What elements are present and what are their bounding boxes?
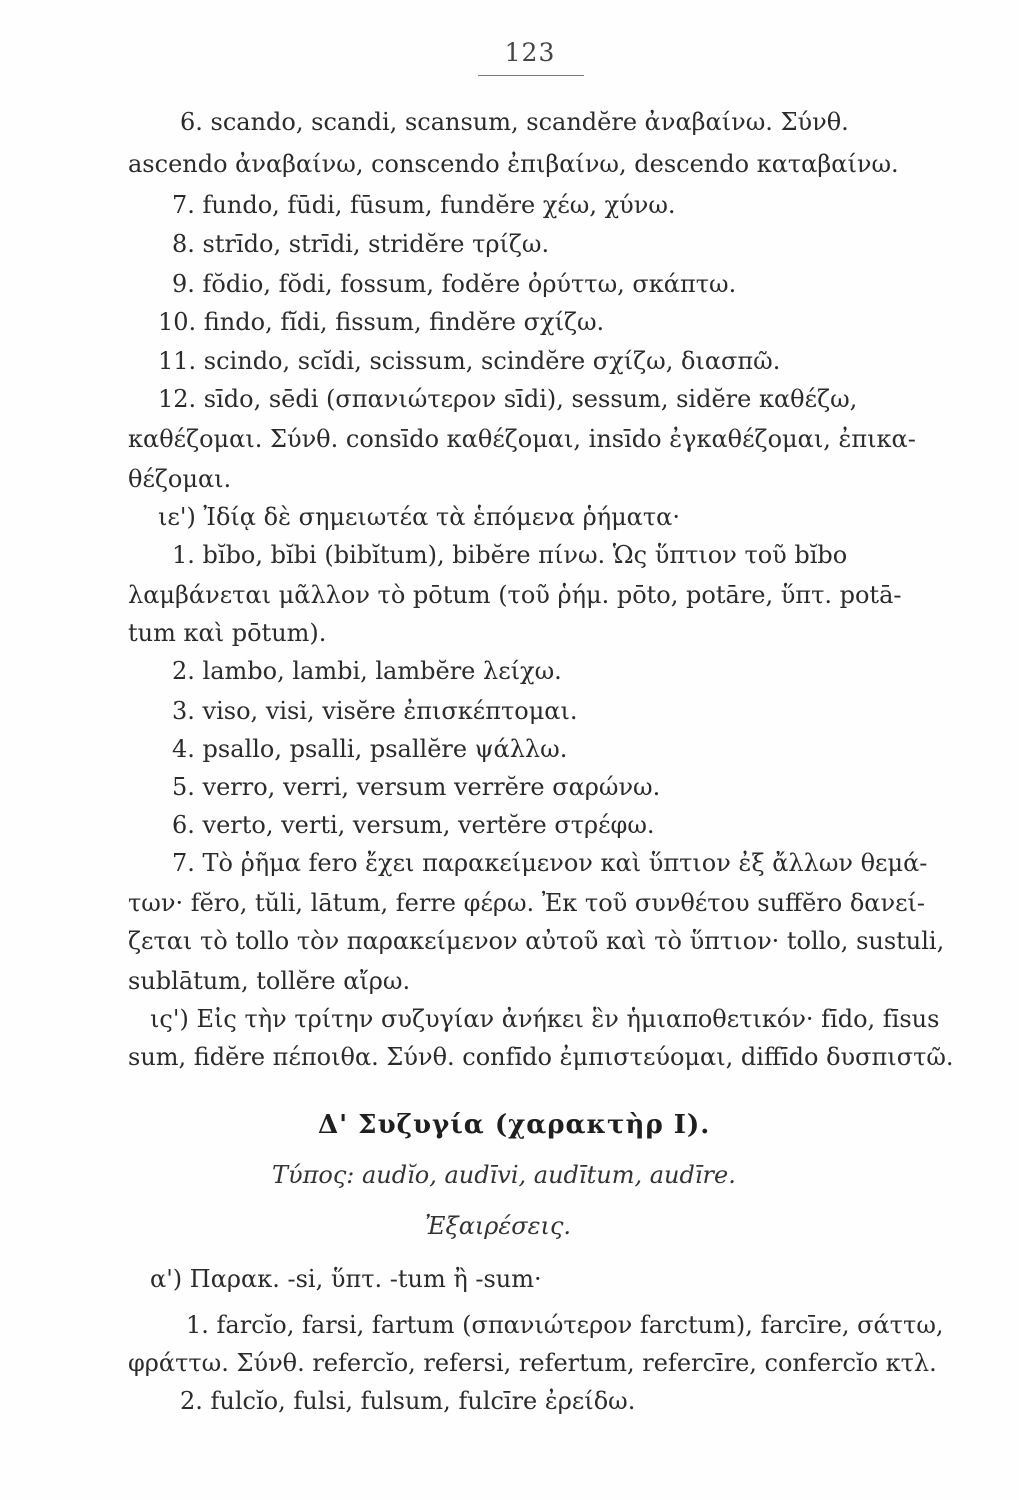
type-line: Τύπος: audĭo, audīvi, audītum, audīre. xyxy=(272,1161,736,1189)
text-line: 5. verro, verri, versum verrĕre σαρώνω. xyxy=(172,773,661,801)
text-line: των· fĕro, tŭli, lātum, ferre φέρω. Ἐκ τοῦ συνθέτου suffĕro δανεί- xyxy=(128,889,926,917)
text-line: φράττω. Σύνθ. refercĭo, refersi, refertum, refercīre, confercĭo κτλ. xyxy=(128,1349,937,1377)
page-number-rule xyxy=(478,75,584,76)
text-line: 12. sīdo, sēdi (σπανιώτερον sīdi), sessum, sidĕre καθέζω, xyxy=(158,385,858,413)
text-line: λαμβάνεται μᾶλλον τὸ pōtum (τοῦ ῥήμ. pōto, potāre, ὕπτ. potā- xyxy=(128,581,902,609)
text-line: 9. fŏdio, fŏdi, fossum, fodĕre ὀρύττω, σκάπτω. xyxy=(172,270,737,298)
text-line: 1. farcĭo, farsi, fartum (σπανιώτερον farctum), farcīre, σάττω, xyxy=(186,1311,944,1339)
text-line: ascendo ἀναβαίνω, conscendo ἐπιβαίνω, descendo καταβαίνω. xyxy=(128,150,899,178)
text-line: 10. findo, fĭdi, fissum, findĕre σχίζω. xyxy=(158,308,605,336)
text-line: tum καὶ pōtum). xyxy=(128,619,327,647)
text-line: α') Παρακ. -si, ὕπτ. -tum ἢ -sum· xyxy=(150,1265,542,1293)
text-line: ις') Εἰς τὴν τρίτην συζυγίαν ἀνήκει ἓν ἡμιαποθετικόν· fīdo, fīsus xyxy=(150,1005,940,1033)
text-line: 4. psallo, psalli, psallĕre ψάλλω. xyxy=(172,735,568,763)
text-line: 7. fundo, fūdi, fūsum, fundĕre χέω, χύνω. xyxy=(172,191,676,219)
text-line: 1. bĭbo, bĭbi (bibĭtum), bibĕre πίνω. Ὡς ὕπτιον τοῦ bĭbo xyxy=(172,541,848,569)
text-line: 6. scando, scandi, scansum, scandĕre ἀναβαίνω. Σύνθ. xyxy=(180,108,849,136)
text-line: ιε') Ἰδίᾳ δὲ σημειωτέα τὰ ἑπόμενα ῥήματα· xyxy=(158,503,680,531)
text-line: ζεται τὸ tollo τὸν παρακείμενον αὐτοῦ καὶ τὸ ὕπτιον· tollo, sustuli, xyxy=(128,927,945,955)
text-line: 6. verto, verti, versum, vertĕre στρέφω. xyxy=(172,811,655,839)
text-line: 7. Τὸ ῥῆμα fero ἔχει παρακείμενον καὶ ὕπτιον ἐξ ἄλλων θεμά- xyxy=(172,849,928,877)
text-line: 8. strīdo, strīdi, stridĕre τρίζω. xyxy=(172,230,550,258)
text-line: 3. viso, visi, visĕre ἐπισκέπτομαι. xyxy=(172,697,578,725)
text-line: καθέζομαι. Σύνθ. consīdo καθέζομαι, insīdo ἐγκαθέζομαι, ἐπικα- xyxy=(128,425,916,453)
text-line: 2. lambo, lambi, lambĕre λείχω. xyxy=(172,657,562,685)
text-line: 2. fulcĭo, fulsi, fulsum, fulcīre ἐρείδω. xyxy=(180,1387,636,1415)
page-number: 123 xyxy=(504,38,556,67)
text-line: 11. scindo, scĭdi, scissum, scindĕre σχίζω, διασπῶ. xyxy=(158,347,781,375)
section-heading: Δ' Συζυγία (χαρακτὴρ I). xyxy=(318,1110,711,1140)
exceptions-heading: Ἐξαιρέσεις. xyxy=(425,1212,572,1240)
text-line: θέζομαι. xyxy=(128,465,232,493)
text-line: sum, fidĕre πέποιθα. Σύνθ. confīdo ἐμπιστεύομαι, diffīdo δυσπιστῶ. xyxy=(128,1043,954,1071)
text-line: sublātum, tollĕre αἴρω. xyxy=(128,967,411,995)
